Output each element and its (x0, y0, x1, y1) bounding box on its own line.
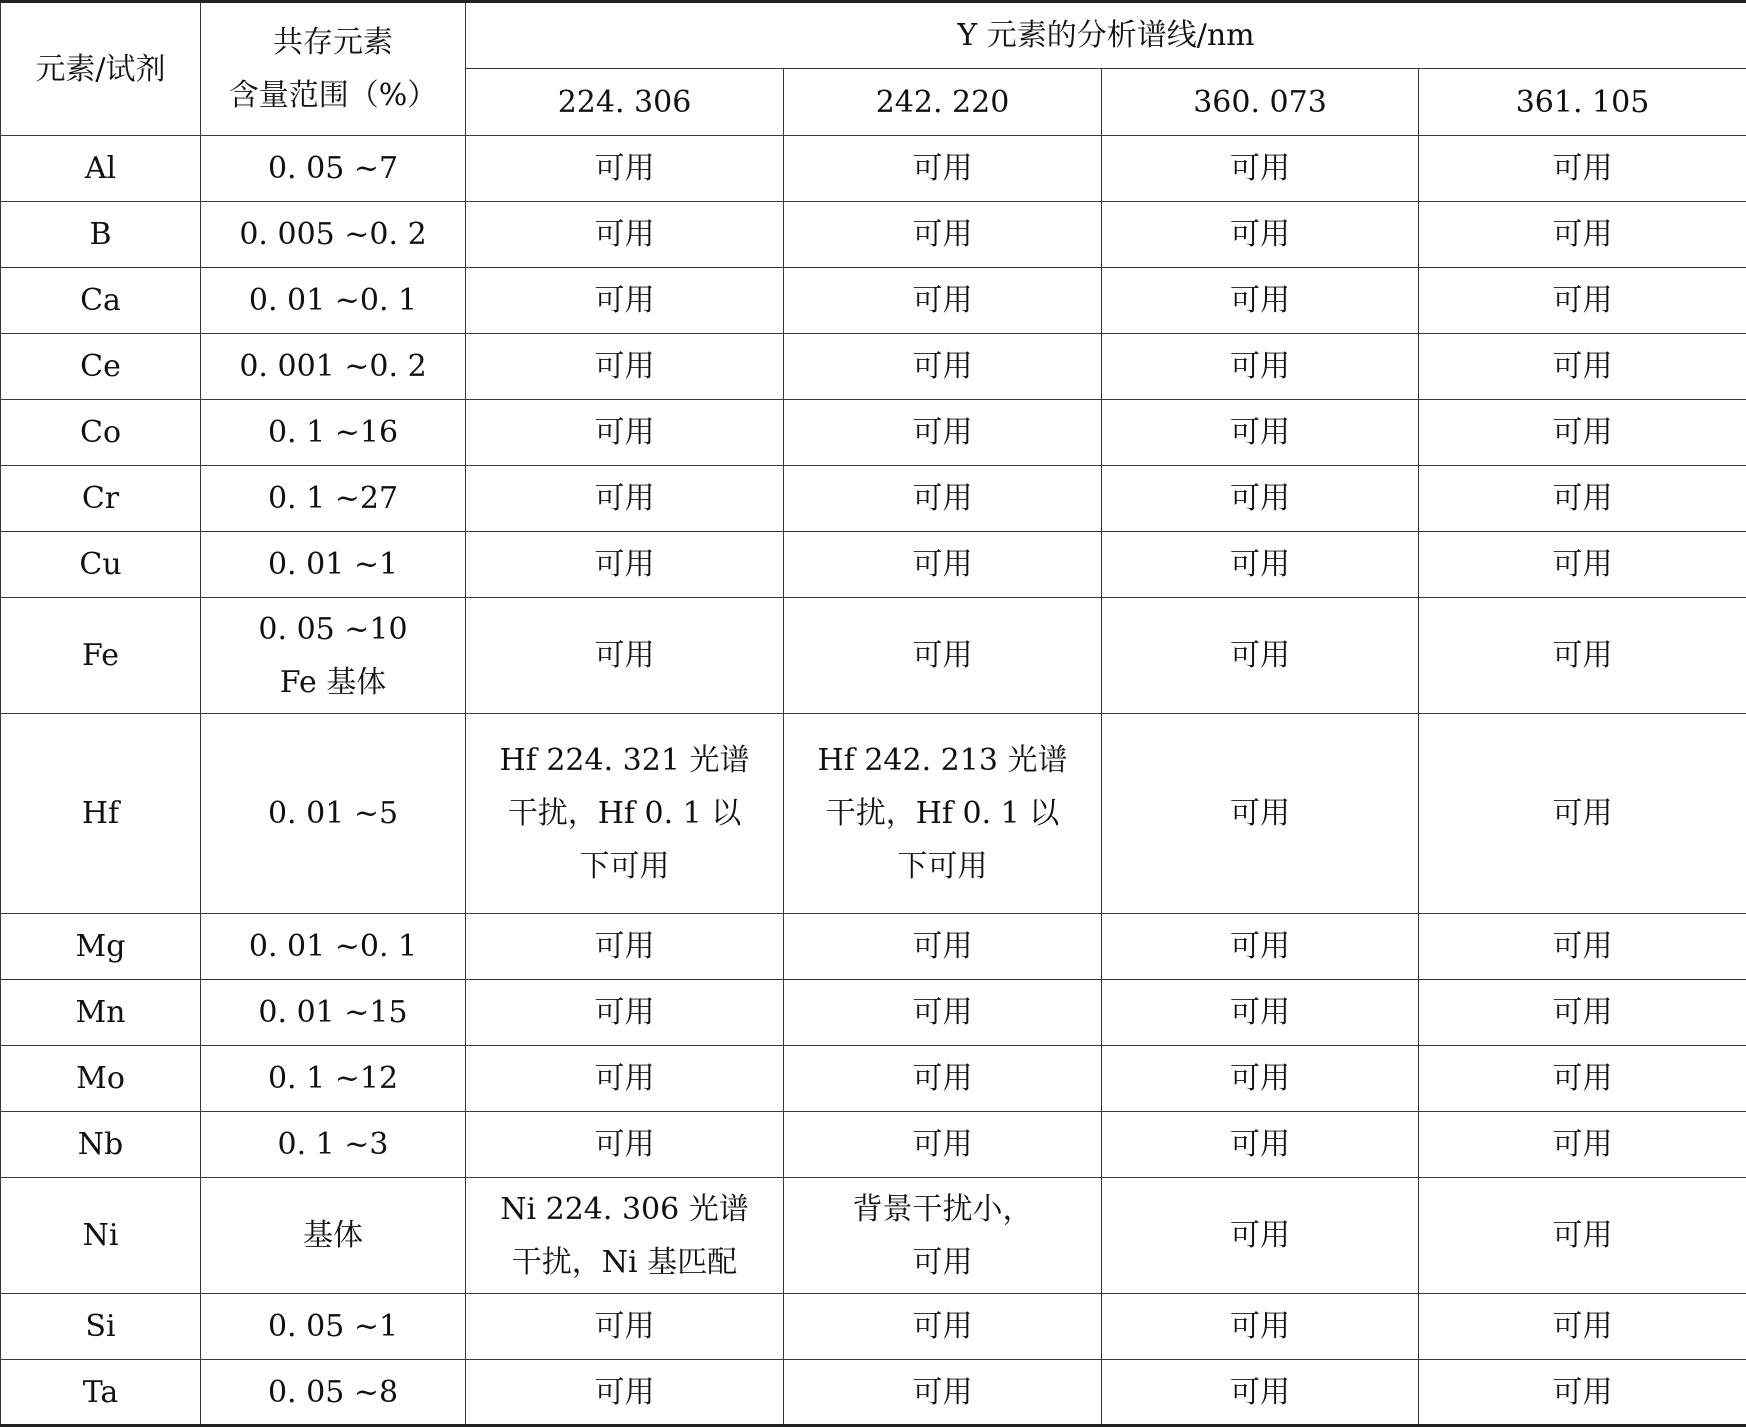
cell-element: Cr (1, 466, 201, 532)
cell-usability (466, 1360, 784, 1426)
cell-line: 可用 (1230, 1127, 1290, 1162)
cell-content-range (201, 334, 466, 400)
cell-usability (466, 1046, 784, 1112)
cell-line: 基体 (303, 1218, 363, 1253)
cell-content-range (201, 1046, 466, 1112)
cell-usability (1102, 598, 1419, 714)
table-row (1, 1360, 1746, 1426)
cell-line: 可用 (912, 995, 973, 1030)
cell-element: Al (1, 136, 201, 202)
table-row (1, 202, 1746, 268)
cell-line: 0. 01 ~15 (258, 995, 408, 1030)
cell-content-range (201, 1360, 466, 1426)
table-row (1, 1178, 1746, 1294)
cell-usability (784, 714, 1102, 914)
cell-element: B (1, 202, 201, 268)
cell-element: Co (1, 400, 201, 466)
cell-content-range (201, 400, 466, 466)
cell-usability (466, 980, 784, 1046)
cell-usability (466, 532, 784, 598)
cell-line: 可用 (1230, 1218, 1290, 1253)
cell-line: 可用 (1552, 415, 1613, 450)
cell-line: 可用 (912, 349, 973, 384)
cell-line: 可用 (1230, 481, 1290, 516)
cell-element: Si (1, 1294, 201, 1360)
cell-line: 0. 05 ~10 (258, 611, 408, 647)
table-row (1, 466, 1746, 532)
header-wavelength: 360. 073 (1102, 69, 1419, 136)
cell-usability (784, 598, 1102, 714)
cell-usability (1102, 1046, 1419, 1112)
cell-line: 可用 (1230, 1309, 1290, 1344)
cell-usability (784, 914, 1102, 980)
cell-line: 可用 (1552, 151, 1613, 186)
cell-usability (466, 714, 784, 914)
cell-usability (1419, 532, 1746, 598)
cell-line: 可用 (1230, 1061, 1290, 1096)
cell-line: 可用 (1552, 796, 1613, 831)
cell-line: 0. 05 ~1 (267, 1309, 399, 1344)
cell-usability (784, 1178, 1102, 1294)
table-row (1, 1046, 1746, 1112)
header-row-1 (1, 2, 1746, 69)
cell-line: 可用 (1552, 638, 1613, 673)
table-row (1, 400, 1746, 466)
cell-line: 0. 1 ~16 (267, 415, 399, 450)
header-coexisting-range (201, 2, 466, 136)
cell-usability (784, 136, 1102, 202)
cell-line: 0. 01 ~1 (267, 547, 399, 582)
cell-usability (466, 268, 784, 334)
cell-line: 0. 001 ~0. 2 (239, 349, 427, 384)
table-row (1, 1294, 1746, 1360)
cell-element: Ce (1, 334, 201, 400)
cell-line: 可用 (912, 283, 973, 318)
cell-usability (784, 532, 1102, 598)
cell-line: 可用 (1552, 995, 1613, 1030)
cell-line: 可用 (594, 1309, 655, 1344)
cell-line: 可用 (912, 1127, 973, 1162)
cell-usability (784, 1294, 1102, 1360)
cell-content-range (201, 1178, 466, 1294)
cell-line: 可用 (1552, 1127, 1613, 1162)
cell-usability (1102, 1360, 1419, 1426)
cell-line: 可用 (912, 638, 973, 673)
cell-line: 可用 (912, 217, 973, 252)
cell-usability (1102, 202, 1419, 268)
cell-usability (1419, 1178, 1746, 1294)
cell-usability (784, 268, 1102, 334)
cell-usability (784, 1360, 1102, 1426)
cell-content-range (201, 268, 466, 334)
cell-content-range (201, 202, 466, 268)
cell-usability (1419, 1112, 1746, 1178)
cell-usability (1102, 532, 1419, 598)
cell-usability (1419, 136, 1746, 202)
cell-line: 可用 (1552, 217, 1613, 252)
cell-line: 可用 (1230, 349, 1290, 384)
cell-line: 可用 (912, 415, 973, 450)
table-row (1, 136, 1746, 202)
cell-line: 可用 (1552, 481, 1613, 516)
cell-content-range (201, 466, 466, 532)
cell-usability (1419, 202, 1746, 268)
cell-usability (1419, 268, 1746, 334)
cell-content-range (201, 532, 466, 598)
cell-usability (466, 1178, 784, 1294)
cell-line: 可用 (912, 1309, 973, 1344)
header-wavelength: 361. 105 (1419, 69, 1746, 136)
cell-usability (784, 400, 1102, 466)
table-row (1, 1112, 1746, 1178)
cell-usability (1419, 1360, 1746, 1426)
cell-usability (1102, 914, 1419, 980)
cell-line: 可用 (594, 1061, 655, 1096)
cell-usability (1419, 334, 1746, 400)
cell-line: 可用 (1230, 638, 1290, 673)
cell-usability (1419, 914, 1746, 980)
cell-usability (1419, 980, 1746, 1046)
cell-line: 可用 (1230, 995, 1290, 1030)
cell-usability (466, 136, 784, 202)
cell-line: 可用 (1230, 415, 1290, 450)
header-wavelength: 242. 220 (784, 69, 1102, 136)
cell-content-range (201, 136, 466, 202)
cell-usability (1102, 1294, 1419, 1360)
cell-usability (1102, 334, 1419, 400)
cell-element: Mn (1, 980, 201, 1046)
cell-usability (1102, 1112, 1419, 1178)
cell-usability (466, 334, 784, 400)
cell-line: 可用 (912, 1061, 973, 1096)
table-row (1, 914, 1746, 980)
cell-usability (784, 334, 1102, 400)
cell-line: 0. 01 ~0. 1 (248, 283, 418, 318)
cell-content-range (201, 714, 466, 914)
cell-element: Mg (1, 914, 201, 980)
table-row (1, 334, 1746, 400)
cell-usability (1102, 980, 1419, 1046)
cell-line: 可用 (1230, 796, 1290, 831)
header-range-line2: 含量范围（%） (228, 78, 438, 113)
cell-line: 可用 (1230, 151, 1290, 186)
cell-usability (1102, 466, 1419, 532)
table-row (1, 268, 1746, 334)
cell-line: 可用 (1552, 1218, 1613, 1253)
cell-usability (466, 202, 784, 268)
cell-usability (466, 1294, 784, 1360)
table-row (1, 714, 1746, 914)
header-element-reagent: 元素/试剂 (1, 2, 201, 136)
cell-line: 可用 (1552, 349, 1613, 384)
table-row (1, 532, 1746, 598)
cell-content-range (201, 1112, 466, 1178)
cell-line: 可用 (594, 283, 655, 318)
cell-usability (1102, 1178, 1419, 1294)
cell-usability (784, 466, 1102, 532)
cell-line: 可用 (594, 1374, 655, 1410)
cell-usability (1419, 1294, 1746, 1360)
cell-line: 可用 (1552, 283, 1613, 318)
cell-line: 0. 01 ~5 (267, 796, 399, 831)
cell-content-range (201, 598, 466, 714)
cell-line: 可用 (1552, 929, 1613, 964)
cell-line: Ni 224. 306 光谱 (500, 1191, 749, 1227)
cell-usability (784, 1046, 1102, 1112)
cell-line: 可用 (912, 481, 973, 516)
cell-line: 可用 (1230, 929, 1290, 964)
cell-line: 可用 (594, 481, 655, 516)
cell-line: 可用 (594, 1127, 655, 1162)
cell-line: 可用 (1552, 1061, 1613, 1096)
cell-line: 可用 (1552, 1374, 1613, 1410)
cell-line: 0. 1 ~3 (277, 1127, 389, 1162)
cell-line: 可用 (594, 929, 655, 964)
cell-line: 可用 (594, 217, 655, 252)
cell-line: 可用 (1230, 217, 1290, 252)
cell-line: 可用 (594, 995, 655, 1030)
cell-line: Hf 242. 213 光谱 (817, 743, 1068, 778)
cell-element: Nb (1, 1112, 201, 1178)
cell-line: 下可用 (897, 849, 988, 884)
header-spectral-lines: Y 元素的分析谱线/nm (466, 2, 1746, 69)
cell-line: 0. 1 ~12 (267, 1061, 399, 1096)
cell-usability (466, 1112, 784, 1178)
cell-line: 干扰，Hf 0. 1 以 (507, 796, 742, 831)
cell-line: 可用 (594, 638, 655, 673)
cell-line: 可用 (594, 151, 655, 186)
cell-usability (1419, 466, 1746, 532)
cell-element: Hf (1, 714, 201, 914)
cell-usability (466, 400, 784, 466)
cell-line: 下可用 (579, 849, 670, 884)
cell-line: 干扰，Hf 0. 1 以 (825, 796, 1060, 831)
cell-content-range (201, 1294, 466, 1360)
cell-line: 可用 (912, 929, 973, 964)
cell-usability (1102, 714, 1419, 914)
cell-usability (1102, 268, 1419, 334)
cell-line: 干扰，Ni 基匹配 (511, 1244, 738, 1280)
cell-usability (784, 980, 1102, 1046)
cell-usability (1419, 1046, 1746, 1112)
cell-element: Ca (1, 268, 201, 334)
cell-line: 0. 1 ~27 (267, 481, 399, 516)
header-range-line1: 共存元素 (273, 25, 393, 60)
cell-line: 可用 (1552, 1309, 1613, 1344)
cell-element: Fe (1, 598, 201, 714)
cell-usability (1102, 400, 1419, 466)
cell-line: 可用 (594, 547, 655, 582)
cell-line: 可用 (912, 151, 973, 186)
table-row (1, 598, 1746, 714)
cell-line: 0. 05 ~7 (267, 151, 399, 186)
cell-usability (784, 1112, 1102, 1178)
cell-line: 可用 (1230, 1374, 1290, 1410)
cell-line: 可用 (1230, 547, 1290, 582)
cell-line: 0. 05 ~8 (267, 1374, 399, 1410)
cell-usability (1419, 598, 1746, 714)
cell-usability (466, 466, 784, 532)
cell-line: 可用 (594, 349, 655, 384)
cell-usability (784, 202, 1102, 268)
cell-line: 0. 01 ~0. 1 (248, 929, 418, 964)
header-wavelength: 224. 306 (466, 69, 784, 136)
cell-element: Cu (1, 532, 201, 598)
cell-content-range (201, 914, 466, 980)
cell-usability (1419, 714, 1746, 914)
cell-line: 背景干扰小， (852, 1191, 1033, 1227)
cell-element: Ta (1, 1360, 201, 1426)
cell-line: 可用 (594, 415, 655, 450)
cell-usability (1419, 400, 1746, 466)
cell-usability (466, 598, 784, 714)
cell-content-range (201, 980, 466, 1046)
cell-line: 可用 (912, 1374, 973, 1410)
cell-element: Ni (1, 1178, 201, 1294)
cell-line: 0. 005 ~0. 2 (239, 217, 427, 252)
cell-line: 可用 (1552, 547, 1613, 582)
cell-element: Mo (1, 1046, 201, 1112)
cell-line: Fe 基体 (279, 664, 387, 700)
cell-line: Hf 224. 321 光谱 (499, 743, 750, 778)
cell-line: 可用 (912, 1244, 973, 1280)
cell-line: 可用 (912, 547, 973, 582)
cell-line: 可用 (1230, 283, 1290, 318)
cell-usability (1102, 136, 1419, 202)
cell-usability (466, 914, 784, 980)
table-row (1, 980, 1746, 1046)
